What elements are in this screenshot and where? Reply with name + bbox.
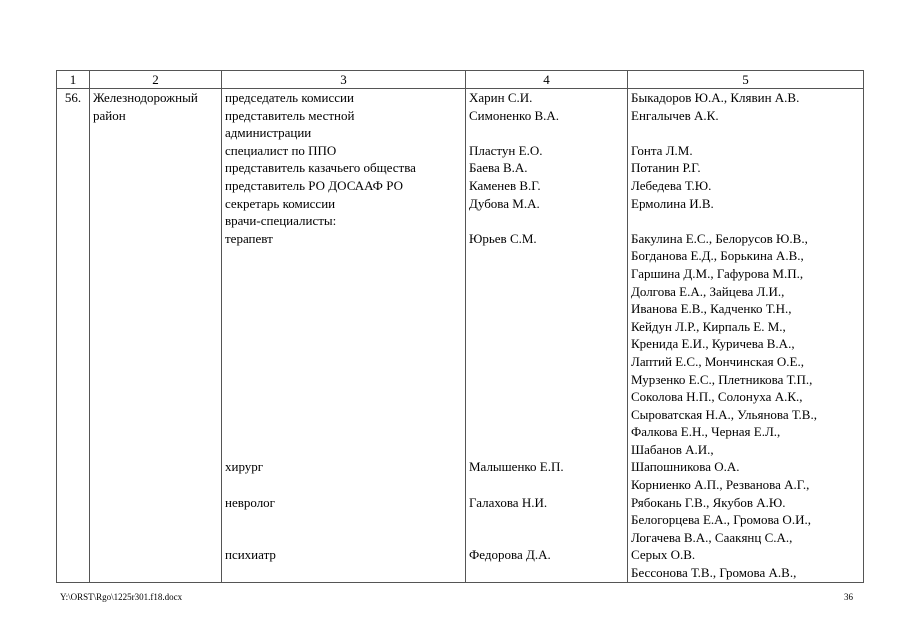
row-number: 56. — [57, 89, 90, 583]
roles-list: председатель комиссии представитель местной администрации специалист по ППО представитель казачьего общества представитель РО ДОСААФ РО секретарь комиссии врачи-специалисты: терапевт хирург невролог психиатр — [222, 89, 466, 583]
table-row — [57, 89, 864, 583]
column-header-2: 2 — [90, 71, 222, 89]
reserve-members-list: Быкадоров Ю.А., Клявин А.В. Енгалычев А.К. Гонта Л.М. Потанин Р.Г. Лебедева Т.Ю. Ермолина И.В. Бакулина Е.С., Белорусов Ю.В., Богданова Е.Д., Борькина А.В., Гаршина Д.М., Гафурова М.П., Долгова Е.А., Зайцева Л.И., Иванова Е.В., Кадченко Т.Н., Кейдун Л.Р., Кирпаль Е. М., Кренида Е.И., Куричева В.А., Лаптий Е.С., Мончинская О.Е., Мурзенко Е.С., Плетникова Т.П., Соколова Н.П., Солонуха А.К., Сыроватская Н.А., Ульянова Т.В., Фалкова Е.Н., Черная Е.Л., Шабанов А.И., Шапошникова О.А. Корниенко А.П., Резванова А.Г., Рябокань Г.В., Якубов А.Ю. Белогорцева Е.А., Громова О.И., Логачева В.А., Саакянц С.А., Серых О.В. Бессонова Т.В., Громова А.В., — [628, 89, 864, 583]
header-row — [57, 71, 864, 89]
column-header-1: 1 — [57, 71, 90, 89]
commission-table — [56, 70, 864, 583]
page-number: 36 — [844, 592, 853, 602]
column-header-4: 4 — [466, 71, 628, 89]
members-list: Харин С.И. Симоненко В.А. Пластун Е.О. Баева В.А. Каменев В.Г. Дубова М.А. Юрьев С.М. Малышенко Е.П. Галахова Н.И. Федорова Д.А. — [466, 89, 628, 583]
column-header-5: 5 — [628, 71, 864, 89]
file-path: Y:\ORST\Rgo\1225r301.f18.docx — [60, 592, 183, 602]
column-header-3: 3 — [222, 71, 466, 89]
district-name: Железнодорожный район — [90, 89, 222, 583]
